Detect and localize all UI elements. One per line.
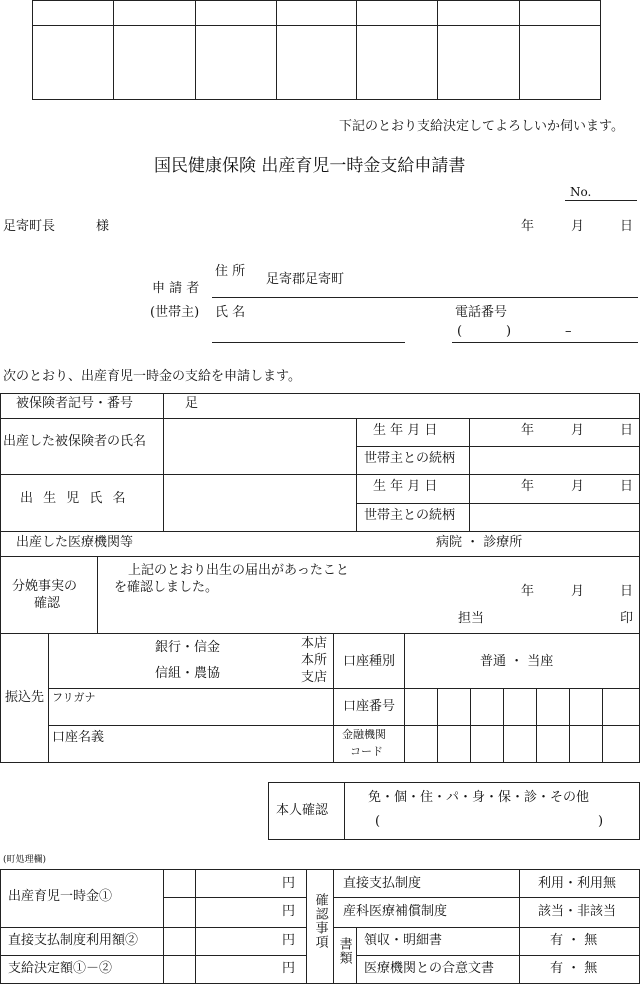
applicant-label: 申 請 者: [152, 281, 200, 296]
date-day: 日: [620, 219, 634, 234]
household-head-label: (世帯主): [150, 305, 200, 320]
insured-symbol-value: 足: [185, 396, 199, 411]
page-title: 国民健康保険 出産育児一時金支給申請書: [154, 156, 466, 176]
col-divider: [306, 869, 307, 984]
child-birth-day: 日: [620, 479, 634, 494]
addressee: 足寄町長: [3, 219, 56, 234]
office-use-label: (町処理欄): [3, 855, 47, 865]
bank-label: 振込先: [5, 690, 45, 705]
receipt-options: 有 ・ 無: [550, 933, 598, 948]
seal-label: 印: [620, 611, 634, 626]
address-value: 足寄郡足寄町: [266, 272, 345, 287]
row-line: [0, 418, 640, 419]
mother-birth-month: 月: [571, 423, 585, 438]
mother-relation-label: 世帯主との続柄: [364, 451, 456, 466]
col-divider: [404, 633, 405, 763]
insured-symbol-label: 被保険者記号・番号: [16, 396, 134, 411]
confirm-year: 年: [521, 584, 535, 599]
phone-close: ): [506, 324, 512, 339]
confirm-text-1: 上記のとおり出生の届出があったこと: [128, 563, 349, 578]
yen-1b: 円: [282, 904, 296, 919]
address-label: 住 所: [215, 264, 246, 279]
row-divider-v: [163, 393, 164, 531]
direct-payment-options: 利用・利用無: [538, 876, 617, 891]
stamp-grid-col: [276, 0, 277, 100]
identity-paren-open: (: [375, 814, 381, 829]
bank-code-label-2: コード: [350, 745, 383, 758]
yen-2: 円: [282, 933, 296, 948]
stamp-grid-col: [356, 0, 357, 100]
agreement-label: 医療機関との合意文書: [364, 961, 495, 976]
bank-type-line1: 銀行・信金: [155, 640, 221, 655]
row-line: [356, 955, 640, 956]
confirm-day: 日: [620, 584, 634, 599]
identity-label: 本人確認: [276, 803, 329, 818]
row-line: [356, 503, 640, 504]
addressee-suffix: 様: [96, 219, 110, 234]
digit-cell: [536, 688, 537, 763]
account-type-options: 普通 ・ 当座: [480, 654, 554, 669]
confirm-label-2: 確認: [34, 596, 61, 611]
confirm-text-2: を確認しました。: [114, 580, 219, 595]
row-line: [0, 927, 306, 928]
mother-birth-date-label: 生 年 月 日: [373, 423, 438, 438]
stamp-grid-divider: [32, 25, 601, 26]
row-line: [333, 897, 640, 898]
no-label: No.: [570, 185, 592, 199]
person-in-charge-label: 担当: [458, 611, 485, 626]
stamp-grid-col: [113, 0, 114, 100]
branch-type-3: 支店: [301, 670, 328, 685]
identity-paren-close: ): [598, 814, 604, 829]
row-line: [163, 897, 306, 898]
digit-cell: [437, 688, 438, 763]
no-underline: [565, 200, 637, 201]
stamp-grid-col: [519, 0, 520, 100]
yen-3: 円: [282, 961, 296, 976]
child-birth-date-label: 生 年 月 日: [373, 479, 438, 494]
account-holder-label: 口座名義: [52, 730, 105, 745]
row-line: [333, 927, 640, 928]
yen-1a: 円: [282, 876, 296, 891]
stamp-grid-frame: [32, 0, 601, 100]
col-divider: [333, 633, 334, 763]
phone-label: 電話番号: [455, 305, 508, 320]
digit-cell: [503, 688, 504, 763]
account-type-label: 口座種別: [343, 654, 396, 669]
confirm-items-label: 確認事項: [312, 893, 328, 949]
digit-cell: [602, 688, 603, 763]
child-birth-month: 月: [571, 479, 585, 494]
bank-type-line2: 信組・農協: [155, 666, 221, 681]
branch-type-1: 本店: [301, 636, 328, 651]
direct-payment-amount-label: 直接支払制度利用額②: [8, 933, 139, 948]
lump-sum-label: 出産育児一時金①: [8, 889, 113, 904]
row-line: [48, 688, 640, 689]
mother-birth-year: 年: [521, 423, 535, 438]
bank-code-label-1: 金融機関: [342, 728, 386, 741]
phone-open: (: [457, 324, 463, 339]
intro-text: 次のとおり、出産育児一時金の支給を申請します。: [3, 369, 301, 384]
row-line: [333, 725, 640, 726]
row-line: [0, 633, 640, 634]
hospital-label: 出産した医療機関等: [16, 535, 134, 550]
mother-name-label: 出産した被保険者の氏名: [3, 434, 147, 449]
child-relation-label: 世帯主との続柄: [364, 508, 456, 523]
date-month: 月: [571, 219, 585, 234]
phone-underline: [452, 342, 638, 343]
mother-birth-day: 日: [620, 423, 634, 438]
stamp-grid-col: [437, 0, 438, 100]
child-birth-year: 年: [521, 479, 535, 494]
name-underline: [212, 342, 405, 343]
row-line: [0, 556, 640, 557]
direct-payment-label: 直接支払制度: [343, 876, 422, 891]
agreement-options: 有 ・ 無: [550, 961, 598, 976]
row-line: [48, 725, 333, 726]
stamp-grid-col: [195, 0, 196, 100]
hospital-options: 病院 ・ 診療所: [436, 535, 523, 550]
approval-note: 下記のとおり支給決定してよろしいか伺います。: [339, 119, 624, 134]
row-line: [0, 955, 306, 956]
col-divider: [48, 633, 49, 763]
identity-options: 免・個・住・パ・身・保・診・その他: [368, 790, 590, 805]
account-number-label: 口座番号: [343, 699, 396, 714]
branch-type-2: 本所: [301, 653, 328, 668]
obstetric-options: 該当・非該当: [538, 904, 617, 919]
child-name-label: 出 生 児 氏 名: [20, 491, 129, 506]
digit-cell: [470, 688, 471, 763]
identity-divider: [344, 782, 345, 840]
col-divider: [97, 556, 98, 633]
confirm-label-1: 分娩事実の: [12, 579, 78, 594]
decision-amount-label: 支給決定額①－②: [8, 961, 113, 976]
address-underline: [212, 297, 638, 298]
obstetric-label: 産科医療補償制度: [343, 904, 448, 919]
phone-dash: –: [565, 324, 572, 339]
furigana-label: フリガナ: [52, 691, 96, 704]
confirm-month: 月: [571, 584, 585, 599]
row-line: [0, 474, 640, 475]
row-line: [0, 531, 640, 532]
documents-label: 書類: [336, 937, 352, 965]
date-year: 年: [521, 219, 535, 234]
name-label: 氏 名: [215, 305, 246, 320]
receipt-label: 領収・明細書: [364, 933, 443, 948]
row-line: [356, 446, 640, 447]
digit-cell: [569, 688, 570, 763]
